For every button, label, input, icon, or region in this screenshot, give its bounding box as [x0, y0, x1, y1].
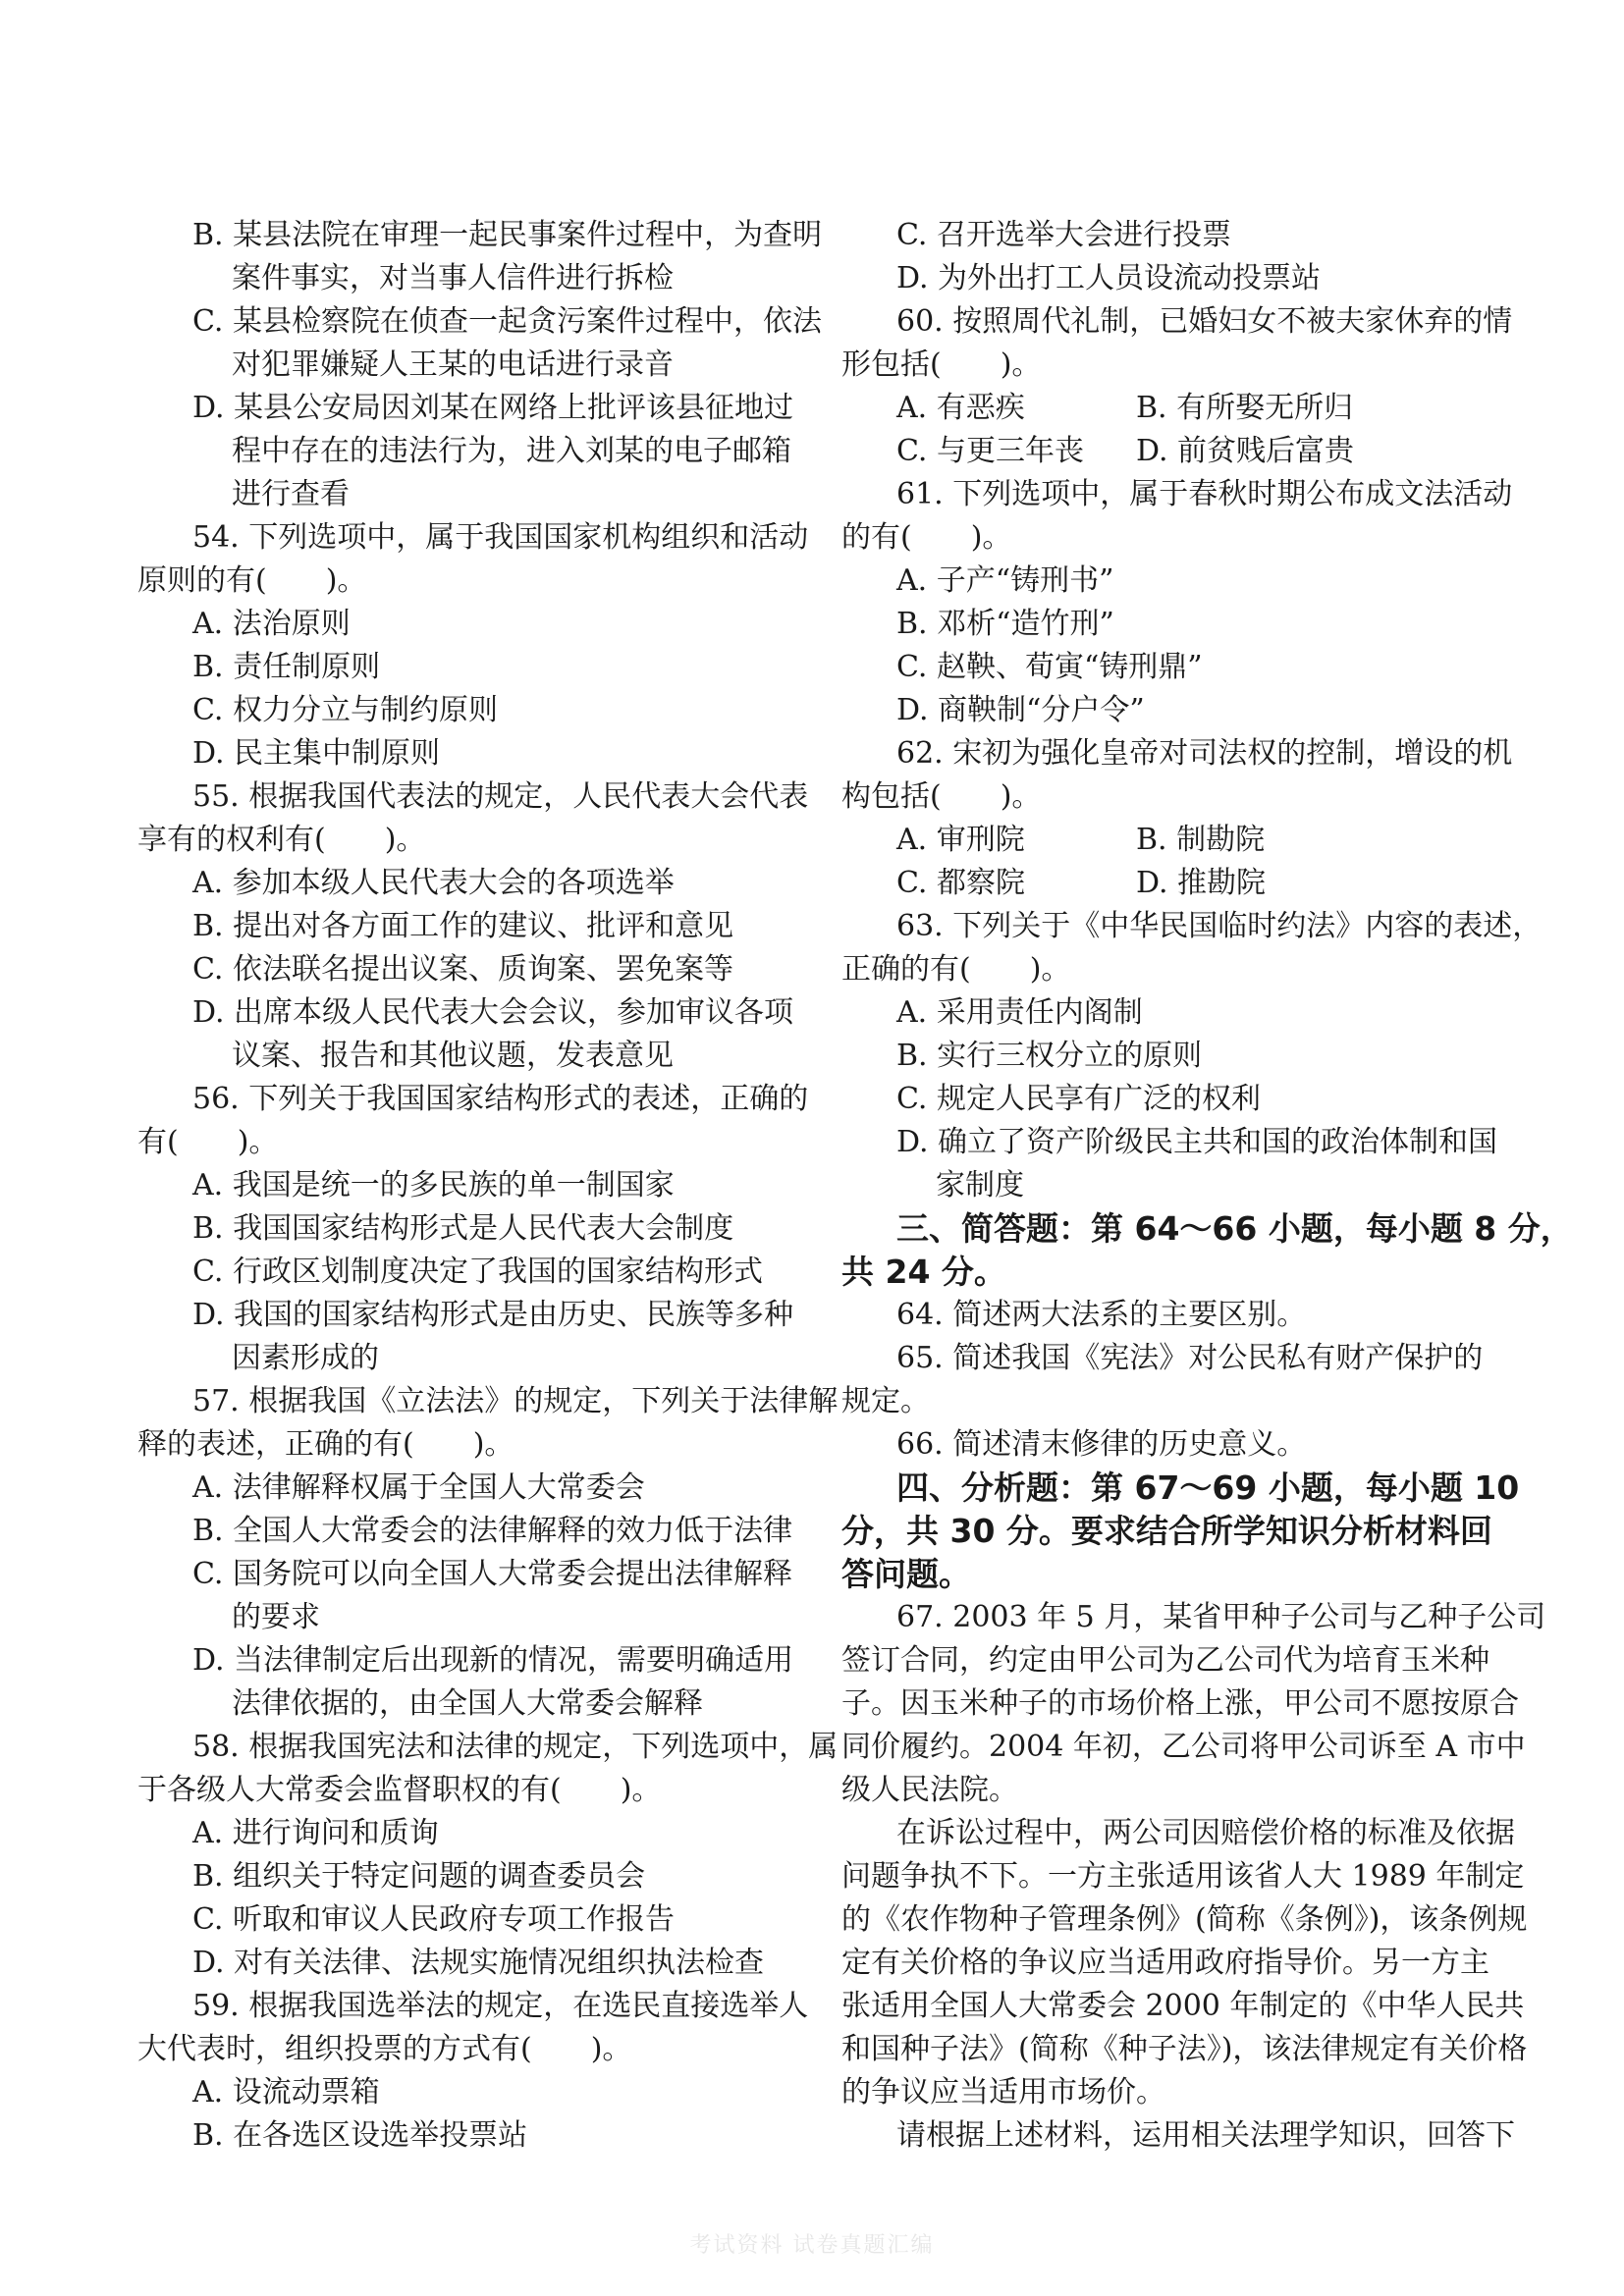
- option-line: A. 法治原则: [192, 607, 351, 641]
- option-line: C. 行政区划制度决定了我国的国家结构形式: [192, 1255, 763, 1289]
- question-line: 58. 根据我国宪法和法律的规定，下列选项中，属: [192, 1730, 839, 1764]
- question-continuation-line: 有( )。: [137, 1125, 279, 1159]
- question-line: 在诉讼过程中，两公司因赔偿价格的标准及依据: [896, 1816, 1515, 1850]
- option-line: C. 规定人民享有广泛的权利: [896, 1082, 1261, 1116]
- question-continuation-line: 享有的权利有( )。: [137, 823, 426, 857]
- question-line: 67. 2003 年 5 月，某省甲种子公司与乙种子公司: [896, 1600, 1546, 1634]
- option-pair-line: [841, 862, 1489, 905]
- option-text: B. 制勘院: [1136, 823, 1266, 857]
- option-line: D. 为外出打工人员设流动投票站: [896, 261, 1322, 295]
- option-line: D. 民主集中制原则: [192, 736, 441, 771]
- option-line: A. 设流动票箱: [192, 2075, 380, 2109]
- option-line: A. 进行询问和质询: [192, 1816, 439, 1850]
- question-line: 55. 根据我国代表法的规定，人民代表大会代表: [192, 779, 809, 814]
- question-line: 60. 按照周代礼制，已婚妇女不被夫家休弃的情: [896, 304, 1513, 339]
- option-line: C. 依法联名提出议案、质询案、罢免案等: [192, 952, 733, 987]
- option-line: D. 商鞅制“分户令”: [896, 693, 1145, 727]
- question-line: 62. 宋初为强化皇帝对司法权的控制，增设的机: [896, 736, 1513, 771]
- option-continuation-line: 因素形成的: [232, 1341, 379, 1375]
- option-continuation-line: 法律依据的，由全国人大常委会解释: [232, 1686, 703, 1721]
- section-heading-continuation: 答问题。: [841, 1555, 971, 1593]
- left-column: [137, 214, 839, 2158]
- option-continuation-line: 议案、报告和其他议题，发表意见: [232, 1039, 674, 1073]
- option-pair-line: [841, 387, 1489, 430]
- section-heading: 四、分析题：第 67～69 小题，每小题 10: [896, 1468, 1520, 1507]
- option-continuation-line: 的要求: [232, 1600, 320, 1634]
- question-continuation-line: 于各级人大常委会监督职权的有( )。: [137, 1773, 662, 1807]
- option-line: D. 我国的国家结构形式是由历史、民族等多种: [192, 1298, 794, 1332]
- option-line: D. 对有关法律、法规实施情况组织执法检查: [192, 1946, 765, 1980]
- option-line: B. 在各选区设选举投票站: [192, 2118, 528, 2153]
- option-continuation-line: 程中存在的违法行为，进入刘某的电子邮箱: [232, 434, 791, 468]
- option-continuation-line: 家制度: [936, 1168, 1024, 1202]
- option-continuation-line: 进行查看: [232, 477, 350, 511]
- option-line: B. 邓析“造竹刑”: [896, 607, 1114, 641]
- question-continuation-line: 定有关价格的争议应当适用政府指导价。另一方主: [841, 1946, 1489, 1980]
- right-column: [841, 214, 1573, 2158]
- question-continuation-line: 同价履约。2004 年初，乙公司将甲公司诉至 A 市中: [841, 1730, 1526, 1764]
- option-line: C. 赵鞅、荀寅“铸刑鼎”: [896, 650, 1203, 684]
- option-text: A. 审刑院: [896, 823, 1025, 857]
- question-continuation-line: 释的表述，正确的有( )。: [137, 1427, 514, 1462]
- option-line: B. 全国人大常委会的法律解释的效力低于法律: [192, 1514, 793, 1548]
- option-text: D. 前贫贱后富贵: [1136, 434, 1355, 468]
- section-heading: 三、简答题：第 64～66 小题，每小题 8 分，: [896, 1209, 1573, 1248]
- option-continuation-line: 案件事实，对当事人信件进行拆检: [232, 261, 674, 295]
- question-continuation-line: 正确的有( )。: [841, 952, 1071, 987]
- option-text: C. 都察院: [896, 866, 1025, 900]
- question-line: 54. 下列选项中，属于我国国家机构组织和活动: [192, 520, 809, 555]
- question-line: 59. 根据我国选举法的规定，在选民直接选举人: [192, 1989, 809, 2023]
- option-continuation-line: 对犯罪嫌疑人王某的电话进行录音: [232, 347, 674, 382]
- page-footer: 考试资料 试卷真题汇编: [689, 2233, 935, 2258]
- question-continuation-line: 问题争执不下。一方主张适用该省人大 1989 年制定: [841, 1859, 1525, 1894]
- option-line: B. 提出对各方面工作的建议、批评和意见: [192, 909, 734, 943]
- question-continuation-line: 规定。: [841, 1384, 930, 1418]
- option-text: B. 有所娶无所归: [1136, 391, 1354, 425]
- question-line: 请根据上述材料，运用相关法理学知识，回答下: [896, 2118, 1515, 2153]
- option-line: C. 某县检察院在侦查一起贪污案件过程中，依法: [192, 304, 822, 339]
- option-line: C. 召开选举大会进行投票: [896, 218, 1231, 252]
- question-continuation-line: 和国种子法》(简称《种子法》)，该法律规定有关价格: [841, 2032, 1528, 2066]
- option-line: C. 听取和审议人民政府专项工作报告: [192, 1902, 675, 1937]
- option-text: C. 与更三年丧: [896, 434, 1084, 468]
- option-line: C. 国务院可以向全国人大常委会提出法律解释: [192, 1557, 792, 1591]
- question-continuation-line: 级人民法院。: [841, 1773, 1018, 1807]
- option-line: D. 确立了资产阶级民主共和国的政治体制和国: [896, 1125, 1498, 1159]
- question-continuation-line: 构包括( )。: [841, 779, 1042, 814]
- question-continuation-line: 签订合同，约定由甲公司为乙公司代为培育玉米种: [841, 1643, 1489, 1678]
- option-line: A. 采用责任内阁制: [896, 995, 1143, 1030]
- section-heading-continuation: 共 24 分。: [841, 1253, 1006, 1291]
- option-text: D. 推勘院: [1136, 866, 1267, 900]
- option-line: C. 权力分立与制约原则: [192, 693, 498, 727]
- question-line: 64. 简述两大法系的主要区别。: [896, 1298, 1307, 1332]
- section-heading-continuation: 分，共 30 分。要求结合所学知识分析材料回: [841, 1512, 1492, 1550]
- option-line: B. 某县法院在审理一起民事案件过程中，为查明: [192, 218, 823, 252]
- option-line: B. 责任制原则: [192, 650, 381, 684]
- question-line: 56. 下列关于我国国家结构形式的表述，正确的: [192, 1082, 809, 1116]
- option-line: A. 我国是统一的多民族的单一制国家: [192, 1168, 675, 1202]
- question-line: 65. 简述我国《宪法》对公民私有财产保护的: [896, 1341, 1484, 1375]
- option-line: D. 当法律制定后出现新的情况，需要明确适用: [192, 1643, 794, 1678]
- question-line: 63. 下列关于《中华民国临时约法》内容的表述，: [896, 909, 1543, 943]
- option-line: D. 出席本级人民代表大会会议，参加审议各项: [192, 995, 794, 1030]
- question-continuation-line: 子。因玉米种子的市场价格上涨，甲公司不愿按原合: [841, 1686, 1519, 1721]
- question-continuation-line: 原则的有( )。: [137, 563, 367, 598]
- question-continuation-line: 的《农作物种子管理条例》(简称《条例》)，该条例规: [841, 1902, 1528, 1937]
- question-continuation-line: 的有( )。: [841, 520, 1012, 555]
- option-line: D. 某县公安局因刘某在网络上批评该县征地过: [192, 391, 794, 425]
- question-continuation-line: 的争议应当适用市场价。: [841, 2075, 1165, 2109]
- question-line: 61. 下列选项中，属于春秋时期公布成文法活动: [896, 477, 1513, 511]
- option-line: A. 法律解释权属于全国人大常委会: [192, 1470, 645, 1505]
- option-line: A. 参加本级人民代表大会的各项选举: [192, 866, 675, 900]
- option-line: B. 我国国家结构形式是人民代表大会制度: [192, 1211, 734, 1246]
- option-line: A. 子产“铸刑书”: [896, 563, 1114, 598]
- option-pair-line: [841, 819, 1489, 862]
- option-line: B. 实行三权分立的原则: [896, 1039, 1203, 1073]
- option-line: B. 组织关于特定问题的调查委员会: [192, 1859, 646, 1894]
- question-line: 66. 简述清末修律的历史意义。: [896, 1427, 1307, 1462]
- option-pair-line: [841, 430, 1489, 473]
- question-continuation-line: 形包括( )。: [841, 347, 1042, 382]
- question-continuation-line: 大代表时，组织投票的方式有( )。: [137, 2032, 632, 2066]
- question-continuation-line: 张适用全国人大常委会 2000 年制定的《中华人民共: [841, 1989, 1525, 2023]
- option-text: A. 有恶疾: [896, 391, 1025, 425]
- question-line: 57. 根据我国《立法法》的规定，下列关于法律解: [192, 1384, 839, 1418]
